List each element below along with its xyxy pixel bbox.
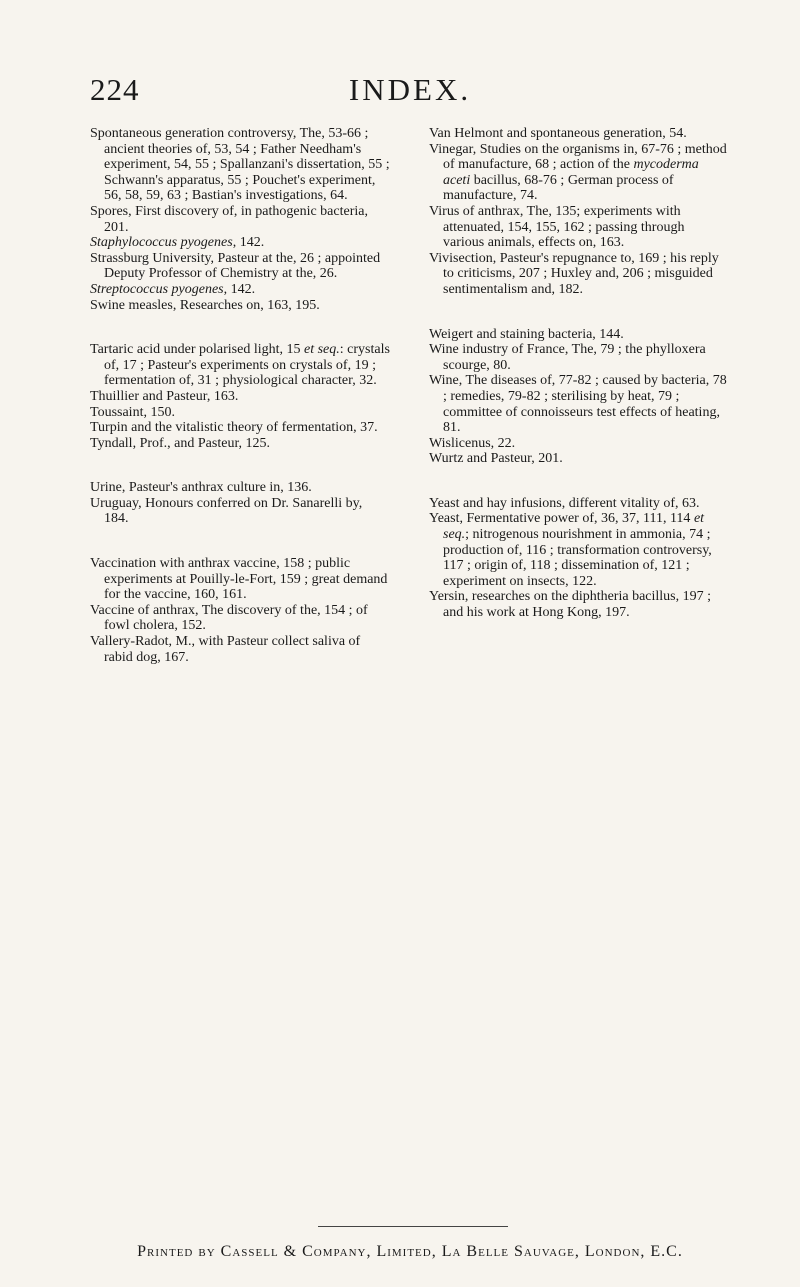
index-entry: Thuillier and Pasteur, 163. bbox=[90, 388, 239, 404]
index-entry: Vivisection, Pasteur's repugnance to, 169 ; his reply to criticisms, 207 ; Huxley and, 206 ; misguided sentimentalism and, 182. bbox=[429, 250, 719, 297]
index-letter-group bbox=[429, 496, 729, 621]
index-entry: Yeast and hay infusions, different vitality of, 63. bbox=[429, 495, 700, 511]
page-number: 224 bbox=[90, 72, 140, 107]
index-entry: Virus of anthrax, The, 135; experiments with attenuated, 154, 155, 162 ; passing through various animals, effects on, 163. bbox=[429, 203, 685, 251]
index-entry: Wurtz and Pasteur, 201. bbox=[429, 451, 563, 467]
index-entry: Swine measles, Researches on, 163, 195. bbox=[90, 297, 320, 313]
index-entry: Yeast, Fermentative power of, 36, 37, 111, 114 et seq.; nitrogenous nourishment in ammonia, 74 ; production of, 116 ; transformation controversy, 117 ; origin of, 118 ; dissemination of, 121 ; experiment on insects, 122. bbox=[429, 511, 712, 589]
index-column-right bbox=[429, 126, 729, 621]
index-entry: Weigert and staining bacteria, 144. bbox=[429, 326, 624, 342]
index-column-left bbox=[90, 126, 390, 665]
index-entry: Tartaric acid under polarised light, 15 et seq.: crystals of, 17 ; Pasteur's experiments on crystals of, 19 ; fermentation of, 31 ; physiological character, 32. bbox=[90, 342, 390, 389]
index-entry: Vallery-Radot, M., with Pasteur collect saliva of rabid dog, 167. bbox=[90, 634, 361, 665]
index-letter-group bbox=[90, 556, 390, 665]
index-entry: Urine, Pasteur's anthrax culture in, 136. bbox=[90, 480, 312, 496]
index-letter-group bbox=[429, 327, 729, 467]
index-entry: Spontaneous generation controversy, The, 53-66 ; ancient theories of, 53, 54 ; Father Needham's experiment, 54, 55 ; Spallanzani's dissertation, 55 ; Schwann's apparatus, 55 ; Pouchet's experiment, 56, 58, 59, 63 ; Bastian's investigations, 64. bbox=[90, 126, 390, 204]
footer-divider bbox=[318, 1226, 508, 1227]
index-letter-group bbox=[90, 126, 390, 313]
index-letter-group bbox=[90, 480, 390, 527]
page-title: INDEX. bbox=[348, 72, 472, 107]
index-entry: Strassburg University, Pasteur at the, 26 ; appointed Deputy Professor of Chemistry at the, 26. bbox=[90, 250, 381, 282]
index-entry: Vaccination with anthrax vaccine, 158 ; public experiments at Pouilly-le-Fort, 159 ; great demand for the vaccine, 160, 161. bbox=[90, 556, 388, 603]
index-entry: Uruguay, Honours conferred on Dr. Sanarelli by, 184. bbox=[90, 495, 363, 527]
index-entry: Wislicenus, 22. bbox=[429, 435, 516, 451]
printer-imprint: Printed by Cassell & Company, Limited, La Belle Sauvage, London, E.C. bbox=[137, 1243, 683, 1260]
index-entry: Wine, The diseases of, 77-82 ; caused by bacteria, 78 ; remedies, 79-82 ; sterilising by heat, 79 ; committee of connoisseurs test effects of heating, 81. bbox=[429, 373, 727, 436]
index-entry: Turpin and the vitalistic theory of fermentation, 37. bbox=[90, 420, 378, 436]
index-entry: Spores, First discovery of, in pathogenic bacteria, 201. bbox=[90, 203, 368, 235]
index-entry: Van Helmont and spontaneous generation, 54. bbox=[429, 126, 687, 141]
page-header bbox=[90, 72, 730, 112]
index-entry: Vinegar, Studies on the organisms in, 67-76 ; method of manufacture, 68 ; action of the mycoderma aceti bacillus, 68-76 ; German process of manufacture, 74. bbox=[429, 141, 727, 204]
index-entry: Wine industry of France, The, 79 ; the phylloxera scourge, 80. bbox=[429, 342, 706, 373]
index-entry: Streptococcus pyogenes, 142. bbox=[90, 281, 256, 297]
index-entry: Staphylococcus pyogenes, 142. bbox=[90, 235, 265, 251]
index-entry: Toussaint, 150. bbox=[90, 404, 175, 420]
index-letter-group bbox=[429, 126, 729, 298]
index-entry: Vaccine of anthrax, The discovery of the, 154 ; of fowl cholera, 152. bbox=[90, 602, 368, 634]
index-letter-group bbox=[90, 342, 390, 451]
index-entry: Tyndall, Prof., and Pasteur, 125. bbox=[90, 435, 271, 451]
index-entry: Yersin, researches on the diphtheria bacillus, 197 ; and his work at Hong Kong, 197. bbox=[429, 589, 712, 621]
